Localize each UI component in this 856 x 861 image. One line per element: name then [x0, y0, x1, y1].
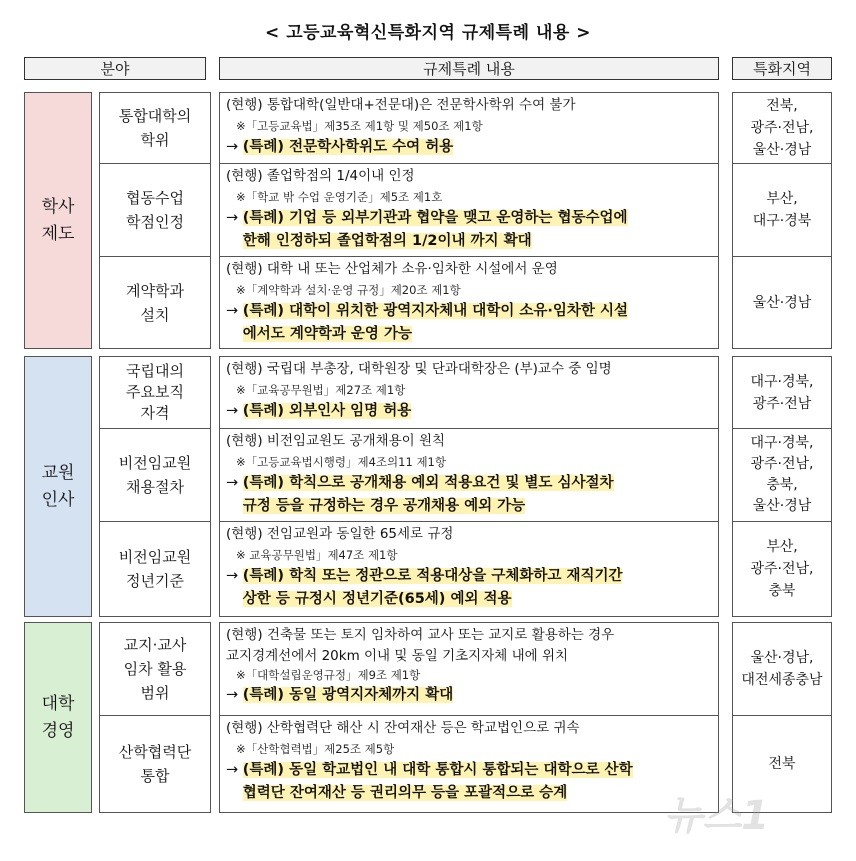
content-coop-credit	[219, 163, 719, 257]
special-rule	[226, 300, 714, 346]
special-text: (특례) 학칙으로 공개채용 예외 적용요건 및 별도 심사절차	[242, 475, 614, 491]
category-management: 대학 경영	[24, 622, 92, 813]
special-text: (특례) 대학이 위치한 광역지자체내 대학이 소유·임차한 시설	[242, 303, 628, 319]
region-parttime-retirement: 부산, 광주·전남, 충북	[732, 521, 832, 617]
special-text-cont: 상한 등 규정시 정년기준(65세) 예외 적용	[242, 591, 512, 607]
legal-note: ※「고등교육법」제35조 제1항 및 제50조 제1항	[236, 119, 483, 133]
special-rule	[226, 565, 714, 611]
header-field: 분야	[24, 57, 206, 80]
current-rule: (현행) 전임교원과 동일한 65세로 규정	[226, 526, 454, 542]
content-coop-foundation	[219, 715, 719, 813]
special-rule	[226, 472, 714, 518]
special-rule	[226, 400, 714, 423]
sub-parttime-hiring: 비전임교원 채용절차	[99, 428, 211, 522]
current-rule: (현행) 산학협력단 해산 시 잔여재산 등은 학교법인으로 귀속	[226, 720, 580, 736]
special-text: (특례) 학칙 또는 정관으로 적용대상을 구체화하고 재직기간	[242, 568, 623, 584]
content-contract-dept	[219, 256, 719, 349]
arrow-icon: →	[226, 403, 239, 419]
category-academic: 학사 제도	[24, 92, 92, 349]
content-parttime-hiring	[219, 428, 719, 522]
sub-coop-foundation: 산학협력단 통합	[99, 715, 211, 813]
region-integrated-degree: 전북, 광주·전남, 울산·경남	[732, 92, 832, 164]
region-contract-dept: 울산·경남	[732, 256, 832, 349]
special-text: (특례) 기업 등 외부기관과 협약을 맺고 운영하는 협동수업에	[242, 210, 628, 226]
special-text-cont: 규정 등을 규정하는 경우 공개채용 예외 가능	[242, 498, 526, 514]
arrow-icon: →	[226, 568, 239, 584]
current-rule: (현행) 졸업학점의 1/4이내 인정	[226, 168, 415, 184]
special-text-cont: 한해 인정하되 졸업학점의 1/2이내 까지 확대	[242, 233, 532, 249]
header-region: 특화지역	[732, 57, 832, 80]
arrow-icon: →	[226, 210, 239, 226]
sub-national-posts: 국립대의 주요보직 자격	[99, 356, 211, 429]
special-rule	[226, 207, 714, 253]
header-content: 규제특례 내용	[219, 57, 719, 80]
special-text: (특례) 전문학사학위도 수여 허용	[242, 139, 454, 155]
special-text: (특례) 동일 광역지자체까지 확대	[242, 687, 454, 703]
special-text: (특례) 외부인사 임명 허용	[242, 403, 412, 419]
legal-note: ※「대학설립운영규정」제9조 제1항	[236, 668, 421, 682]
legal-note: ※「산학협력법」제25조 제5항	[236, 742, 395, 756]
current-rule: (현행) 건축물 또는 토지 임차하여 교사 또는 교지로 활용하는 경우	[226, 627, 615, 643]
legal-note: ※ 교육공무원법」제47조 제1항	[236, 548, 398, 562]
arrow-icon: →	[226, 687, 239, 703]
region-parttime-hiring: 대구·경북, 광주·전남, 충북, 울산·경남	[732, 428, 832, 522]
special-rule	[226, 684, 714, 707]
special-rule	[226, 136, 714, 159]
page-title: < 고등교육혁신특화지역 규제특례 내용 >	[265, 23, 591, 43]
special-text: (특례) 동일 학교법인 내 대학 통합시 통합되는 대학으로 산학	[242, 762, 633, 778]
news1-watermark: 뉴스1	[664, 793, 770, 839]
current-rule: (현행) 통합대학(일반대+전문대)은 전문학사학위 수여 불가	[226, 97, 576, 113]
category-staff: 교원 인사	[24, 356, 92, 617]
legal-note: ※「학교 밖 수업 운영기준」제5조 제1호	[236, 190, 443, 204]
arrow-icon: →	[226, 762, 239, 778]
sub-coop-credit: 협동수업 학점인정	[99, 163, 211, 257]
region-national-posts: 대구·경북, 광주·전남	[732, 356, 832, 429]
legal-note: ※「교육공무원법」제27조 제1항	[236, 383, 406, 397]
legal-note: ※「고등교육법시행령」제4조의11 제1항	[236, 455, 446, 469]
sub-contract-dept: 계약학과 설치	[99, 256, 211, 349]
arrow-icon: →	[226, 139, 239, 155]
region-coop-foundation: 전북	[732, 715, 832, 813]
sub-lease-scope: 교지·교사 임차 활용 범위	[99, 622, 211, 716]
special-text-cont: 에서도 계약학과 운영 가능	[242, 326, 412, 342]
content-lease-scope	[219, 622, 719, 716]
arrow-icon: →	[226, 303, 239, 319]
region-lease-scope: 울산·경남, 대전세종충남	[732, 622, 832, 716]
current-rule: (현행) 국립대 부총장, 대학원장 및 단과대학장은 (부)교수 중 임명	[226, 361, 612, 377]
arrow-icon: →	[226, 475, 239, 491]
current-rule: (현행) 비전임교원도 공개채용이 원칙	[226, 433, 446, 449]
legal-note: ※「계약학과 설치·운영 규정」제20조 제1항	[236, 283, 461, 297]
region-coop-credit: 부산, 대구·경북	[732, 163, 832, 257]
special-rule	[226, 759, 714, 805]
sub-parttime-retirement: 비전임교원 정년기준	[99, 521, 211, 617]
content-national-posts	[219, 356, 719, 429]
content-integrated-degree	[219, 92, 719, 164]
special-text-cont: 협력단 잔여재산 등 권리의무 등을 포괄적으로 승계	[242, 785, 568, 801]
content-parttime-retirement	[219, 521, 719, 617]
sub-integrated-degree: 통합대학의 학위	[99, 92, 211, 164]
current-rule-cont: 교지경계선에서 20km 이내 및 동일 기초지자체 내에 위치	[226, 648, 569, 664]
current-rule: (현행) 대학 내 또는 산업체가 소유·임차한 시설에서 운영	[226, 261, 558, 277]
